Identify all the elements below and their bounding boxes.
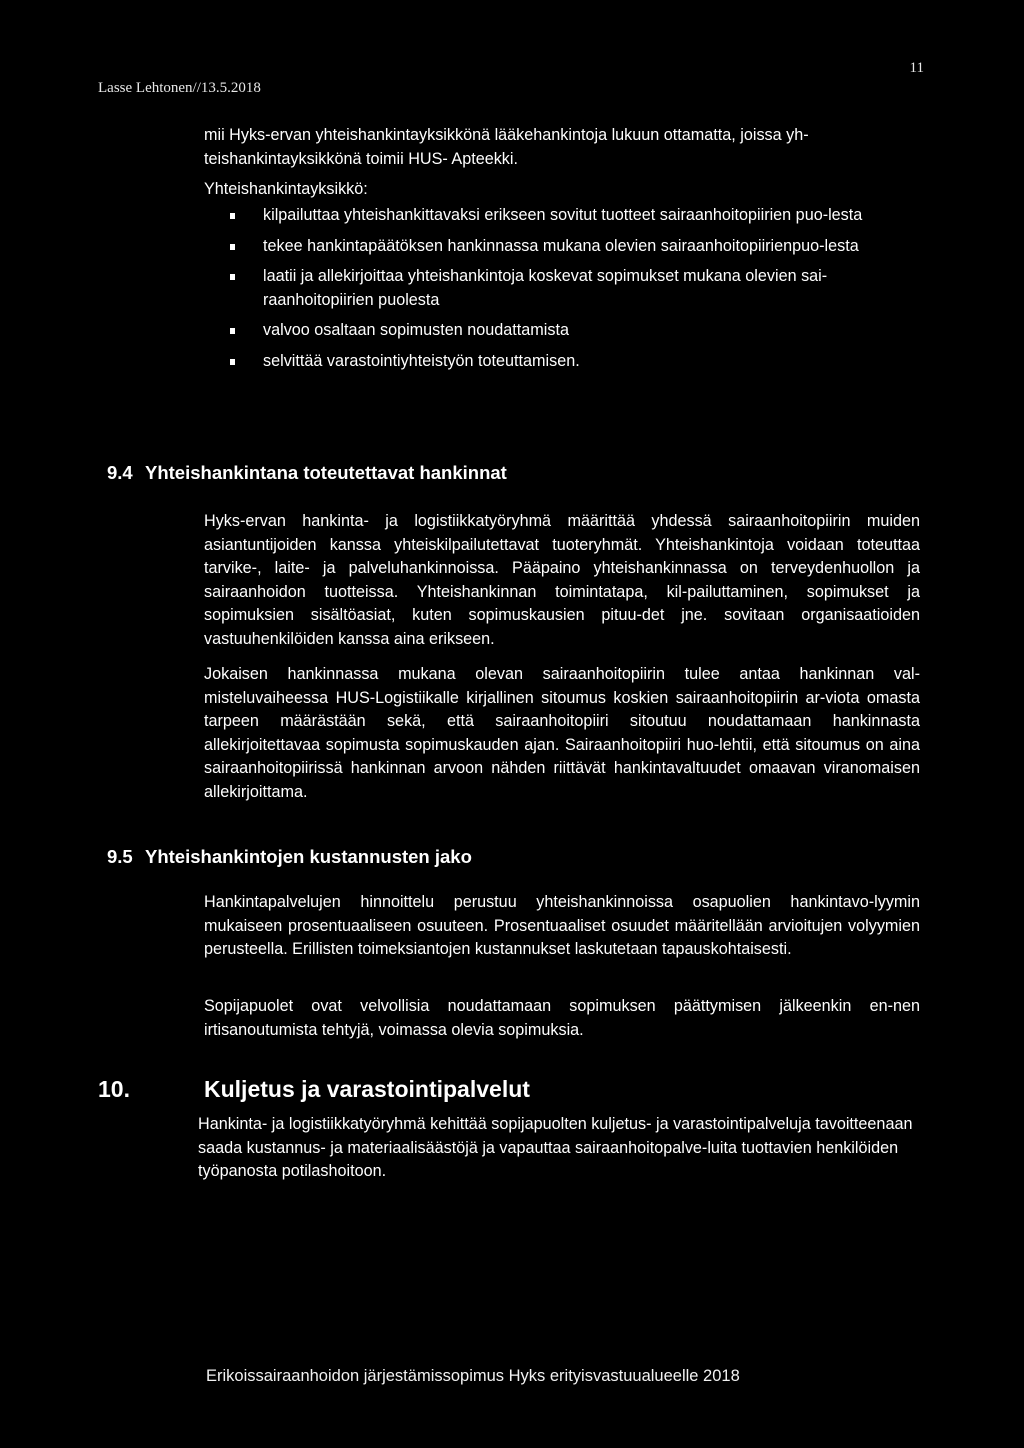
bullet-marker bbox=[230, 328, 235, 334]
list-item-text: laatii ja allekirjoittaa yhteishankintoja koskevat sopimukset mukana olevien sai-raanhoitopiirien puolesta bbox=[263, 267, 828, 309]
section-10-paragraph: Hankinta- ja logistiikkatyöryhmä kehittää sopijapuolten kuljetus- ja varastointipalveluja tavoitteenaan saada kustannus- ja materiaalisäästöjä ja vapauttaa sairaanhoitopalve-luita tuottavien henkilöiden työpanosta potilashoitoon. bbox=[198, 1115, 913, 1180]
section-9-5-heading bbox=[107, 846, 472, 868]
document-footer: Erikoissairaanhoidon järjestämissopimus Hyks erityisvastuualueelle 2018 bbox=[206, 1367, 740, 1385]
section-number: 9.5 bbox=[107, 846, 133, 867]
list-item bbox=[204, 204, 920, 228]
list-item-text: tekee hankintapäätöksen hankinnassa mukana olevien sairaanhoitopiirienpuo-lesta bbox=[263, 236, 859, 255]
section-9-5-paragraph-1: Hankintapalvelujen hinnoittelu perustuu yhteishankinnoissa osapuolien hankintavo-lyymin mukaiseen prosentuaaliseen osuuteen. Prosentuaaliset osuudet määritellään arvioitujen volyymien perusteella. Erillisten toimeksiantojen kustannukset laskutetaan tapauskohtaisesti. bbox=[204, 893, 920, 958]
unit-task-list bbox=[204, 204, 920, 373]
list-item-text: selvittää varastointiyhteistyön toteuttamisen. bbox=[263, 351, 580, 370]
section-number: 10. bbox=[98, 1076, 130, 1102]
section-title: Kuljetus ja varastointipalvelut bbox=[204, 1076, 530, 1102]
header-author-date: Lasse Lehtonen//13.5.2018 bbox=[98, 80, 261, 96]
page-number: 11 bbox=[909, 60, 924, 76]
bullet-marker bbox=[230, 359, 235, 365]
unit-heading: Yhteishankintayksikkö: bbox=[204, 180, 368, 198]
section-number: 9.4 bbox=[107, 462, 133, 483]
section-title: Yhteishankintana toteutettavat hankinnat bbox=[145, 462, 507, 483]
bullet-marker bbox=[230, 274, 235, 280]
section-9-4-paragraph-1: Hyks-ervan hankinta- ja logistiikkatyöryhmä määrittää yhdessä sairaanhoitopiirin muiden asiantuntijoiden kanssa yhteiskilpailutettavat tuoteryhmät. Yhteishankintoja voidaan toteuttaa tarvike-, laite- ja palveluhankinnoissa. Pääpaino yhteishankinnassa on terveydenhuollon ja sairaanhoidon tuotteissa. Yhteishankinnan toimintatapa, kil-pailuttaminen, sopimukset ja sopimuksien sisältöasiat, kuten sopimuskausien pituu-det jne. sovitaan organisaatioiden vastuuhenkilöiden kanssa aina erikseen. bbox=[204, 512, 920, 648]
section-9-4-heading bbox=[107, 462, 507, 484]
intro-continuation: mii Hyks-ervan yhteishankintayksikkönä lääkehankintoja lukuun ottamatta, joissa yh-teishankintayksikkönä toimii HUS- Apteekki. bbox=[204, 126, 809, 168]
list-item bbox=[204, 350, 920, 374]
list-item bbox=[204, 265, 920, 312]
bullet-marker bbox=[230, 244, 235, 250]
section-title: Yhteishankintojen kustannusten jako bbox=[145, 846, 472, 867]
list-item-text: kilpailuttaa yhteishankittavaksi erikseen sovitut tuotteet sairaanhoitopiirien puo-lesta bbox=[263, 206, 863, 224]
list-item-text: valvoo osaltaan sopimusten noudattamista bbox=[263, 321, 569, 339]
bullet-marker bbox=[230, 213, 235, 219]
section-9-4-paragraph-2: Jokaisen hankinnassa mukana olevan sairaanhoitopiirin tulee antaa hankinnan val-misteluvaiheessa HUS-Logistiikalle kirjallinen sitoumus koskien sairaanhoitopiirin ar-viota omasta tarpeen määrästään sekä, että sairaanhoitopiiri sitoutuu noudattamaan hankinnasta allekirjoitettavaa sopimusta sopimuskauden ajan. Sairaanhoitopiiri huo-lehtii, että sitoumus on aina sairaanhoitopiirissä hankinnan arvoon nähden riittävät hankintavaltuudet omaavan viranomaisen allekirjoittama. bbox=[204, 665, 920, 801]
list-item bbox=[204, 235, 920, 259]
section-9-5-paragraph-2: Sopijapuolet ovat velvollisia noudattamaan sopimuksen päättymisen jälkeenkin en-nen irtisanoutumista tehtyjä, voimassa olevia sopimuksia. bbox=[204, 997, 920, 1039]
list-item bbox=[204, 319, 920, 343]
